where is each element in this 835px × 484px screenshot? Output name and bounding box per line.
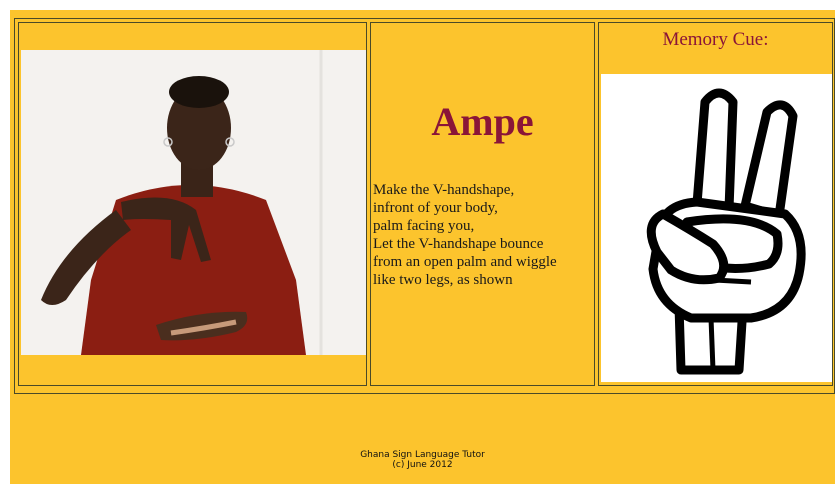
- footer-copyright: (c) June 2012: [392, 460, 453, 470]
- photo-cell: [18, 22, 367, 386]
- sign-instructions: [373, 181, 593, 289]
- memory-cue-cell: [598, 22, 833, 386]
- instruction-line: palm facing you,: [373, 218, 475, 234]
- instruction-line: from an open palm and wiggle: [373, 254, 557, 270]
- instruction-line: Let the V-handshape bounce: [373, 236, 544, 252]
- instruction-line: Make the V-handshape,: [373, 182, 515, 198]
- footer: [10, 450, 835, 470]
- lesson-table: [14, 18, 835, 394]
- instruction-line: infront of your body,: [373, 200, 498, 216]
- footer-title: Ghana Sign Language Tutor: [360, 450, 485, 460]
- sign-word-title: Ampe: [431, 99, 534, 144]
- signer-photo: [21, 50, 366, 355]
- description-cell: [370, 22, 595, 386]
- instruction-line: like two legs, as shown: [373, 272, 513, 288]
- page-background: [10, 10, 835, 484]
- v-handshape-icon: [601, 74, 832, 382]
- memory-cue-label: Memory Cue:: [662, 29, 769, 50]
